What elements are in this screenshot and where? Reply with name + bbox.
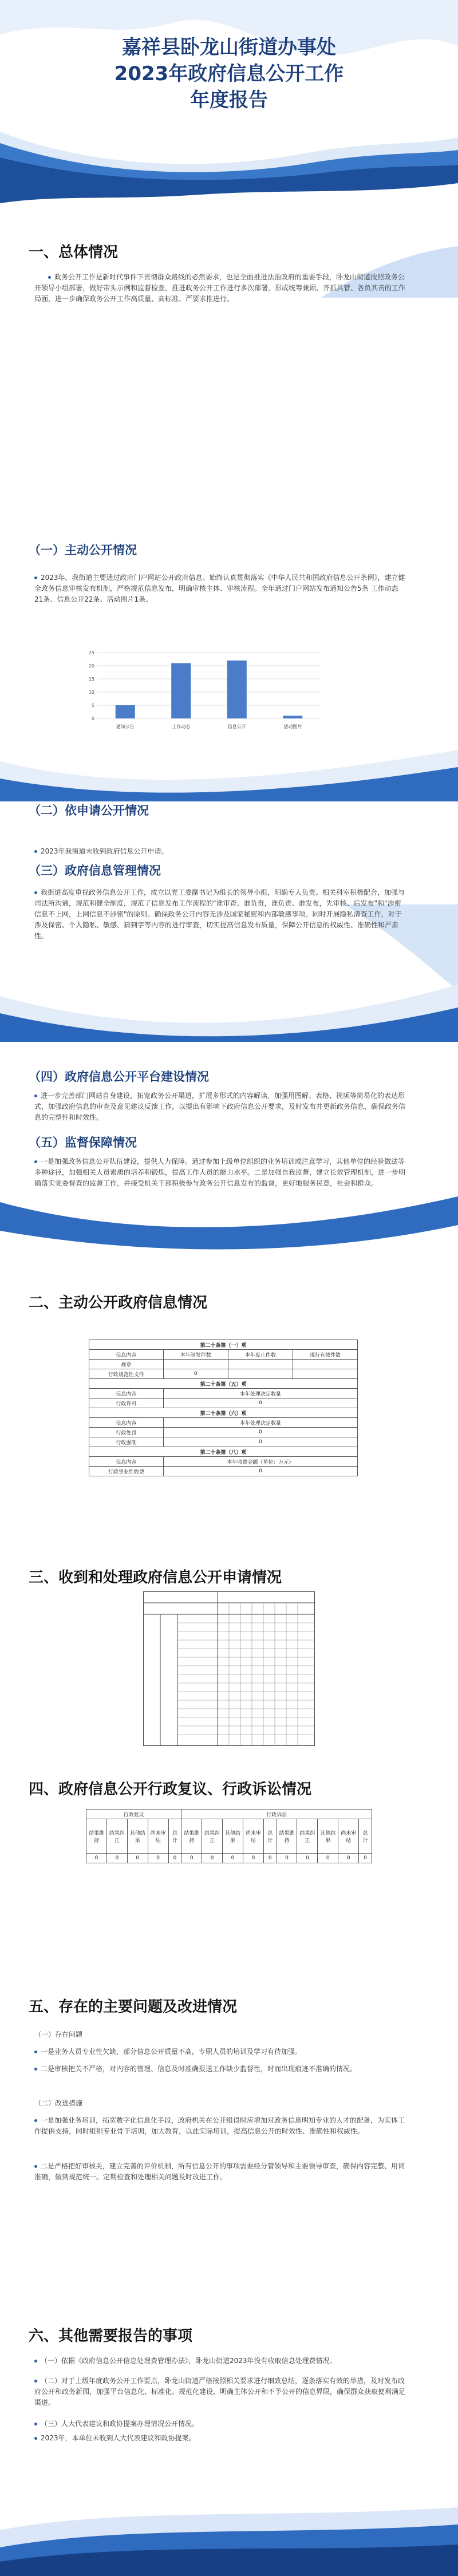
sub1-paragraph [34, 572, 406, 605]
disclosure-table [89, 1340, 358, 1476]
table-header: 尚未审结 [243, 1819, 263, 1854]
problem-text: 二是审核把关不严格，对内容的管理、信息及时准确报送工作缺少监督性，时而出现痕迹不准确的情况。 [41, 2065, 357, 2073]
table-cell: 0 [86, 1854, 107, 1863]
table-header: 总计 [263, 1819, 277, 1854]
other-text: 2023年，本单位未收到人大代表建议和政协提案。 [41, 2434, 196, 2442]
measure-text: 二是严格把好审核关，建立完善的评价机制，所有信息公开的事项需要经分管领导和主要领导审查，确保内容完整、用词准确，做到规范统一。定期检查和处理相关问题及时改进工作。 [34, 2162, 405, 2181]
table-row [86, 1819, 372, 1854]
bullet-dot [48, 276, 51, 279]
bar-2 [227, 661, 247, 718]
table-header: 结果维持 [86, 1819, 107, 1854]
review-table [86, 1809, 372, 1863]
table-cell [163, 1360, 228, 1369]
sub4-heading: （四）政府信息公开平台建设情况 [29, 1070, 209, 1084]
table-row [89, 1437, 358, 1447]
bullet-dot [34, 850, 37, 853]
section2-heading: 二、主动公开政府信息情况 [29, 1294, 208, 1311]
bullet-dot [34, 891, 37, 894]
table-header: 结果纠正 [106, 1819, 127, 1854]
y-tick-label: 0 [91, 716, 94, 721]
problem-item [34, 2046, 406, 2057]
section3-heading: 三、收到和处理政府信息公开申请情况 [29, 1569, 282, 1586]
table-cell: 0 [163, 1437, 357, 1447]
measure-text: 一是加强业务培训，拓宽数字化信息化手段，政府机关在公开组得时应增加对政务信息明知专业的人才的配备，为实体工作提供支持，同时组织专业骨干培训，加大教育，以此实际培训，提高信息公开的时效性、准确性和权威性。 [34, 2116, 405, 2135]
publication-bar-chart [80, 647, 326, 733]
table-header: 尚未审结 [148, 1819, 168, 1854]
title-line-3: 年度报告 [190, 89, 268, 112]
table-cell: 0 [318, 1854, 338, 1863]
table-cell: 0 [148, 1854, 168, 1863]
bar-1 [171, 663, 191, 718]
y-tick-label: 5 [91, 703, 94, 708]
sub5-heading: （五）监督保障情况 [29, 1136, 137, 1149]
sub3-paragraph [34, 887, 406, 942]
table-header: 信息内容 [89, 1389, 164, 1398]
sub3-text: 我街道高度重视政务信息公开工作，成立以党工委副书记为组长的领导小组，明确专人负责。相关科室积极配合，加强与司法所沟通，规范和健全制度，规范了信息发布工作流程的"谁审查、谁负责，谁负责、谁发布，先审核、后发布"和"涉密信息不上网，上网信息不涉密"的原则。确保政务公开内容无涉及国家秘密和内部敏感事项。同时开展隐私清查工作，对于涉及保密、个人隐私、敏感、猜到字等内容的进行审查，切实提高信息发布质量，保障公开信息的权威性、准确性和严肃性。 [34, 888, 405, 940]
problems-heading: （一）存在问题 [34, 2030, 83, 2038]
sub2-paragraph [34, 846, 406, 857]
measure-item [34, 2161, 406, 2183]
table-cell: 行政强制 [89, 1437, 164, 1447]
table-row [89, 1360, 358, 1369]
table-cell: 0 [277, 1854, 297, 1863]
problem-item [34, 2064, 406, 2075]
table-row [89, 1467, 358, 1476]
title-line-2: 2023年政府信息公开工作 [114, 62, 344, 85]
table-cell: 0 [223, 1854, 243, 1863]
bar-0 [116, 705, 135, 718]
sub5-text: 一是加强政务信息公开队伍建设，提供人力保障。通过参加上级单位组织的业务培训或注意学习，其他单位的经验做法等多种途径，加强相关人员素质的培养和锻炼，提高工作人员的能力水平。二是加强自我监督，建立长效管理机制，进一步明确落实党委督查的监督工作，并接受机关干部积极参与政务公开信息发布的监督，更好地服务民意，社会和群众。 [34, 1157, 406, 1187]
table-header: 本年废止件数 [228, 1350, 293, 1360]
bullet-dot [34, 2380, 37, 2383]
y-tick-label: 10 [88, 690, 94, 695]
section1-heading: 一、总体情况 [29, 244, 119, 261]
y-tick-label: 25 [88, 650, 94, 655]
table-cell: 0 [163, 1467, 357, 1476]
other-item [34, 2356, 406, 2366]
sub1-heading: （一）主动公开情况 [29, 543, 137, 557]
table-header: 结果维持 [277, 1819, 297, 1854]
table-row [89, 1369, 358, 1379]
table-cell: 规章 [89, 1360, 164, 1369]
table-row [86, 1854, 372, 1863]
bullet-dot [34, 2050, 37, 2053]
other-item [34, 2376, 406, 2408]
sub3-heading: （三）政府信息管理情况 [29, 864, 161, 878]
section6-heading: 六、其他需要报告的事项 [29, 2328, 193, 2345]
table-cell: 0 [163, 1398, 357, 1408]
active-disclosure-tables [89, 1340, 358, 1476]
table-header: 信息内容 [89, 1418, 164, 1428]
table-cell: 0 [181, 1854, 202, 1863]
table-cell: 0 [168, 1854, 181, 1863]
table-title: 第二十条第（六）项 [89, 1408, 358, 1418]
section1-intro-text: 政务公开工作是新时代事件下贯彻群众路线的必然要求，也是全面推进法治政府的重要手段，卧龙山街道按照政务公开领导小组部署，做好带头示例和监督检查，推进政务公开工作进行多次部署，形成统筹兼顾、齐抓共管、各负其责的工作局面，进一步确保政务公开工作高质量、高标准、严要求推进行。 [34, 273, 406, 303]
table-header: 信息内容 [89, 1350, 164, 1360]
table-cell [228, 1369, 293, 1379]
table-header: 其他结果 [127, 1819, 148, 1854]
y-tick-label: 20 [88, 663, 94, 669]
sub4-paragraph [34, 1091, 406, 1123]
x-tick-label: 工作动态 [172, 724, 191, 729]
table-title: 第二十条第（五）项 [89, 1379, 358, 1389]
table-header: 其他结果 [318, 1819, 338, 1854]
table-cell: 0 [263, 1854, 277, 1863]
bullet-dot [34, 1095, 37, 1097]
x-tick-label: 活动图片 [283, 724, 302, 729]
report-title [0, 34, 458, 113]
table-header: 总计 [168, 1819, 181, 1854]
section5-heading: 五、存在的主要问题及改进情况 [29, 1998, 238, 2016]
bullet-dot [34, 2165, 37, 2168]
table-title: 第二十条第（八）项 [89, 1447, 358, 1457]
table-cell: 行政处罚 [89, 1428, 164, 1437]
table-header: 信息内容 [89, 1457, 164, 1467]
table-header: 结果纠正 [202, 1819, 223, 1854]
table-cell: 行政事业性收费 [89, 1467, 164, 1476]
other-item [34, 2419, 406, 2429]
table-header: 本年处理决定数量 [163, 1389, 357, 1398]
table-header: 结果纠正 [297, 1819, 318, 1854]
title-line-1: 嘉祥县卧龙山街道办事处 [122, 36, 336, 59]
table-cell: 0 [202, 1854, 223, 1863]
bullet-dot [34, 576, 37, 579]
sub5-paragraph [34, 1156, 406, 1189]
measure-item [34, 2115, 406, 2137]
table-header: 本年收费金额（单位：万元） [163, 1457, 357, 1467]
table-cell: 0 [127, 1854, 148, 1863]
table-header: 行政诉讼 [181, 1809, 372, 1819]
footer-wave-decoration [0, 2507, 458, 2576]
table-cell: 0 [106, 1854, 127, 1863]
bullet-dot [34, 2068, 37, 2071]
sub1-text: 2023年，我街道主要通过政府门户网站公开政府信息。始终认真贯彻落实《中华人民共和国政府信息公开条例》，建立健全政务信息审核发布机制，严格规范信息发布，明确审核主体、审核流程。全年通过门户网站发布通知公告5条 工作动态21条、信息公开22条、活动图片1条。 [34, 574, 405, 603]
section2-wave-decoration [0, 1191, 458, 1259]
x-tick-label: 通知公告 [116, 724, 135, 729]
table-cell: 0 [359, 1854, 372, 1863]
table-cell: 行政许可 [89, 1398, 164, 1408]
bullet-dot [34, 2437, 37, 2440]
table-header: 其他结果 [223, 1819, 243, 1854]
table-cell: 0 [338, 1854, 359, 1863]
table-header: 现行有效件数 [293, 1350, 357, 1360]
table-cell: 0 [163, 1369, 228, 1379]
other-text: （三）人大代表建议和政协提案办理情况公开情况。 [41, 2420, 199, 2428]
table-row [89, 1428, 358, 1437]
table-header: 尚未审结 [338, 1819, 359, 1854]
table-cell: 0 [297, 1854, 318, 1863]
section1-intro [34, 272, 406, 305]
table-header: 本年处理决定数量 [163, 1418, 357, 1428]
section4-heading: 四、政府信息公开行政复议、行政诉讼情况 [29, 1781, 312, 1798]
problem-text: 一是业务人员专业性欠缺，部分信息公开质量不高，专职人员的培训及学习有待加强。 [41, 2048, 302, 2056]
application-table-image [143, 1591, 315, 1746]
other-text: （二）对于上级年度政务公开工作要点，卧龙山街道严格按照相关要求进行细致总结，逐条落实有效的举措，及时发布政府公开和政务新闻，加强平台信息化、标准化、规范化建设，明确主体公开和不予公开的信息界限，确保群众获取便利满足渠道。 [34, 2377, 406, 2407]
table-header: 结果维持 [181, 1819, 202, 1854]
table-cell: 0 [163, 1428, 357, 1437]
table-header: 本年制发件数 [163, 1350, 228, 1360]
bullet-dot [34, 2360, 37, 2362]
bullet-dot [34, 1160, 37, 1163]
bullet-dot [34, 2119, 37, 2122]
bar-3 [283, 716, 302, 718]
y-tick-label: 15 [88, 677, 94, 682]
other-item [34, 2433, 406, 2444]
measures-heading: （二）改进措施 [34, 2099, 83, 2107]
x-tick-label: 信息公开 [227, 724, 246, 729]
table-row [89, 1398, 358, 1408]
bullet-dot [34, 2423, 37, 2425]
other-text: （一）依据《政府信息公开信息处理费管理办法》，卧龙山街道2023年没有收取信息处理费情况。 [41, 2357, 337, 2365]
chart-wave-decoration [0, 733, 458, 801]
table-cell [293, 1360, 357, 1369]
table-cell: 行政规范性文件 [89, 1369, 164, 1379]
table-header: 总计 [359, 1819, 372, 1854]
sub4-text: 进一步完善部门网站自身建设，拓宽政务公开渠道，扩展多形式的内容解读，加强用图解、表格、视频等简易化的表达形式，加强政府信息的审查及意见建议反馈工作，以提出有影响下政府信息公开要求，及时发布并更新政务信息，确保政务信息的完整性和时效性。 [34, 1092, 406, 1121]
table-header: 行政复议 [86, 1809, 181, 1819]
table-cell [293, 1369, 357, 1379]
sub2-heading: （二）依申请公开情况 [29, 804, 149, 817]
review-litigation-table [86, 1809, 372, 1863]
sub2-text: 2023年我街道未收到政府信息公开申请。 [41, 847, 168, 855]
table-cell [228, 1360, 293, 1369]
table-cell: 0 [243, 1854, 263, 1863]
table-title: 第二十条第（一）项 [89, 1340, 358, 1350]
